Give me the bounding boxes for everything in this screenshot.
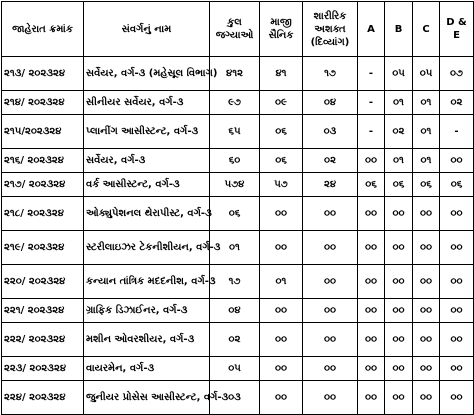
ad-no-cell: ૨૨૪/ ૨૦૨૩૨૪ <box>2 381 84 415</box>
table-row <box>2 57 474 91</box>
total-cell: ૯૭ <box>210 91 260 115</box>
header-pwd: શારીરિક અશક્ત (દિવ્યાંગ) <box>303 2 358 57</box>
cadre-cell: સ્ટરીલાઇઝર ટેકનીશીયન, વર્ગ-૩ <box>84 231 210 265</box>
ad-no-cell: ૨૨૨/ ૨૦૨૩૨૪ <box>2 323 84 357</box>
b-cell: ૦૫ <box>385 57 413 91</box>
header-ad-no: જાહેરાત ક્રમાંક <box>2 2 84 57</box>
total-cell: ૫૭૪ <box>210 173 260 197</box>
header-exsm: માજી સૈનિક <box>260 2 303 57</box>
c-cell: ૦૦ <box>413 299 440 323</box>
a-cell: ૦૦ <box>358 357 385 381</box>
pwd-cell: ૦૩ <box>303 115 358 149</box>
b-cell: ૦૦ <box>385 299 413 323</box>
exsm-cell: ૦૦ <box>260 197 303 231</box>
c-cell: ૦૧ <box>413 149 440 173</box>
pwd-cell: ૦૦ <box>303 231 358 265</box>
header-cadre: સંવર્ગનું નામ <box>84 2 210 57</box>
b-cell: ૦૦ <box>385 231 413 265</box>
c-cell: ૦૧ <box>413 91 440 115</box>
cadre-cell: સીનીયર સર્વેયર, વર્ગ-૩ <box>84 91 210 115</box>
b-cell: ૦૦ <box>385 197 413 231</box>
c-cell: ૦૦ <box>413 231 440 265</box>
table-row <box>2 265 474 299</box>
recruitment-table <box>1 1 474 415</box>
de-cell: ૦૦ <box>440 357 474 381</box>
exsm-cell: ૦૯ <box>260 91 303 115</box>
total-cell: ૦૬ <box>210 197 260 231</box>
ad-no-cell: ૨૨૦/ ૨૦૨૩૨૪ <box>2 265 84 299</box>
ad-no-cell: ૨૧૬/ ૨૦૨૩૨૪ <box>2 149 84 173</box>
b-cell: ૦૬ <box>385 173 413 197</box>
table-row <box>2 149 474 173</box>
a-cell: - <box>358 57 385 91</box>
pwd-cell: ૦૦ <box>303 323 358 357</box>
b-cell: ૦૧ <box>385 91 413 115</box>
pwd-cell: ૦૦ <box>303 299 358 323</box>
ad-no-cell: ૨૨૩/ ૨૦૨૩૨૪ <box>2 357 84 381</box>
a-cell: - <box>358 115 385 149</box>
total-cell: ૪૧૨ <box>210 57 260 91</box>
a-cell: ૦૦ <box>358 265 385 299</box>
header-c: C <box>413 2 440 57</box>
total-cell: ૦૧ <box>210 231 260 265</box>
c-cell: ૦૧ <box>413 115 440 149</box>
header-total: કુલ જગ્યાઓ <box>210 2 260 57</box>
exsm-cell: ૦૬ <box>260 115 303 149</box>
a-cell: ૦૦ <box>358 149 385 173</box>
c-cell: ૦૦ <box>413 197 440 231</box>
cadre-cell: વાયરમેન, વર્ગ-૩ <box>84 357 210 381</box>
de-cell: ૦૦ <box>440 149 474 173</box>
exsm-cell: ૦૦ <box>260 299 303 323</box>
cadre-cell: પ્લાનીંગ આસીસ્ટન્ટ, વર્ગ-૩ <box>84 115 210 149</box>
total-cell: ૦૩ <box>210 381 260 415</box>
b-cell: ૦૧ <box>385 149 413 173</box>
table-row <box>2 299 474 323</box>
pwd-cell: ૦૦ <box>303 381 358 415</box>
pwd-cell: ૦૦ <box>303 357 358 381</box>
b-cell: ૦૦ <box>385 265 413 299</box>
cadre-cell: મશીન ઓવરશીયર, વર્ગ-૩ <box>84 323 210 357</box>
cadre-cell: જુનીયર પ્રોસેસ આસીસ્ટન્ટ, વર્ગ-૩ <box>84 381 210 415</box>
ad-no-cell: ૨૨૧/ ૨૦૨૩૨૪ <box>2 299 84 323</box>
b-cell: ૦૦ <box>385 357 413 381</box>
table-row <box>2 381 474 415</box>
c-cell: ૦૬ <box>413 173 440 197</box>
exsm-cell: ૦૦ <box>260 357 303 381</box>
table-row <box>2 197 474 231</box>
ad-no-cell: ૨૧૭/ ૨૦૨૩૨૪ <box>2 173 84 197</box>
b-cell: ૦૦ <box>385 323 413 357</box>
b-cell: ૦૨ <box>385 115 413 149</box>
exsm-cell: ૦૦ <box>260 323 303 357</box>
a-cell: ૦૦ <box>358 299 385 323</box>
exsm-cell: ૪૧ <box>260 57 303 91</box>
pwd-cell: ૦૦ <box>303 265 358 299</box>
de-cell: ૦૦ <box>440 231 474 265</box>
total-cell: ૦૨ <box>210 323 260 357</box>
pwd-cell: ૦૪ <box>303 91 358 115</box>
table-row <box>2 115 474 149</box>
header-de: D & E <box>440 2 474 57</box>
ad-no-cell: ૨૧૩/ ૨૦૨૩૨૪ <box>2 57 84 91</box>
pwd-cell: ૨૪ <box>303 173 358 197</box>
table-row <box>2 231 474 265</box>
pwd-cell: ૦૨ <box>303 149 358 173</box>
a-cell: ૦૦ <box>358 381 385 415</box>
cadre-cell: સર્વેયર, વર્ગ-૩ (મહેસૂલ વિભાગ) <box>84 57 210 91</box>
de-cell: ૦૨ <box>440 91 474 115</box>
a-cell: ૦૦ <box>358 197 385 231</box>
de-cell: ૦૭ <box>440 57 474 91</box>
total-cell: ૦૪ <box>210 299 260 323</box>
a-cell: - <box>358 91 385 115</box>
de-cell: ૦૬ <box>440 173 474 197</box>
exsm-cell: ૫૭ <box>260 173 303 197</box>
table-row <box>2 91 474 115</box>
header-b: B <box>385 2 413 57</box>
total-cell: ૬૦ <box>210 149 260 173</box>
exsm-cell: ૦૬ <box>260 149 303 173</box>
cadre-cell: વર્ક આસીસ્ટન્ટ, વર્ગ-૩ <box>84 173 210 197</box>
a-cell: ૦૦ <box>358 323 385 357</box>
header-a: A <box>358 2 385 57</box>
cadre-cell: સર્વેયર, વર્ગ-૩ <box>84 149 210 173</box>
de-cell: ૦૦ <box>440 381 474 415</box>
c-cell: ૦૦ <box>413 357 440 381</box>
c-cell: ૦૦ <box>413 323 440 357</box>
a-cell: ૦૦ <box>358 231 385 265</box>
c-cell: ૦૫ <box>413 57 440 91</box>
de-cell: ૦૦ <box>440 299 474 323</box>
ad-no-cell: ૨૧૫/૨૦૨૩૨૪ <box>2 115 84 149</box>
de-cell: - <box>440 115 474 149</box>
total-cell: ૬૫ <box>210 115 260 149</box>
table-row <box>2 323 474 357</box>
table-row <box>2 173 474 197</box>
de-cell: ૦૦ <box>440 197 474 231</box>
c-cell: ૦૦ <box>413 381 440 415</box>
b-cell: ૦૦ <box>385 381 413 415</box>
header-row <box>2 2 474 57</box>
cadre-cell: ગ્રાફિક ડિઝાઈનર, વર્ગ-૩ <box>84 299 210 323</box>
exsm-cell: ૦૦ <box>260 381 303 415</box>
de-cell: ૦૦ <box>440 265 474 299</box>
exsm-cell: ૦૧ <box>260 265 303 299</box>
total-cell: ૧૭ <box>210 265 260 299</box>
c-cell: ૦૦ <box>413 265 440 299</box>
ad-no-cell: ૨૧૯/ ૨૦૨૩૨૪ <box>2 231 84 265</box>
pwd-cell: ૦૦ <box>303 197 358 231</box>
ad-no-cell: ૨૧૮/ ૨૦૨૩૨૪ <box>2 197 84 231</box>
cadre-cell: ઓક્યુપેશનલ થેરાપીસ્ટ, વર્ગ-૩ <box>84 197 210 231</box>
table-row <box>2 357 474 381</box>
pwd-cell: ૧૭ <box>303 57 358 91</box>
exsm-cell: ૦૦ <box>260 231 303 265</box>
total-cell: ૦૫ <box>210 357 260 381</box>
cadre-cell: કન્યાન તાંત્રિક મદદનીશ, વર્ગ-૩ <box>84 265 210 299</box>
de-cell: ૦૦ <box>440 323 474 357</box>
a-cell: ૦૬ <box>358 173 385 197</box>
ad-no-cell: ૨૧૪/ ૨૦૨૩૨૪ <box>2 91 84 115</box>
